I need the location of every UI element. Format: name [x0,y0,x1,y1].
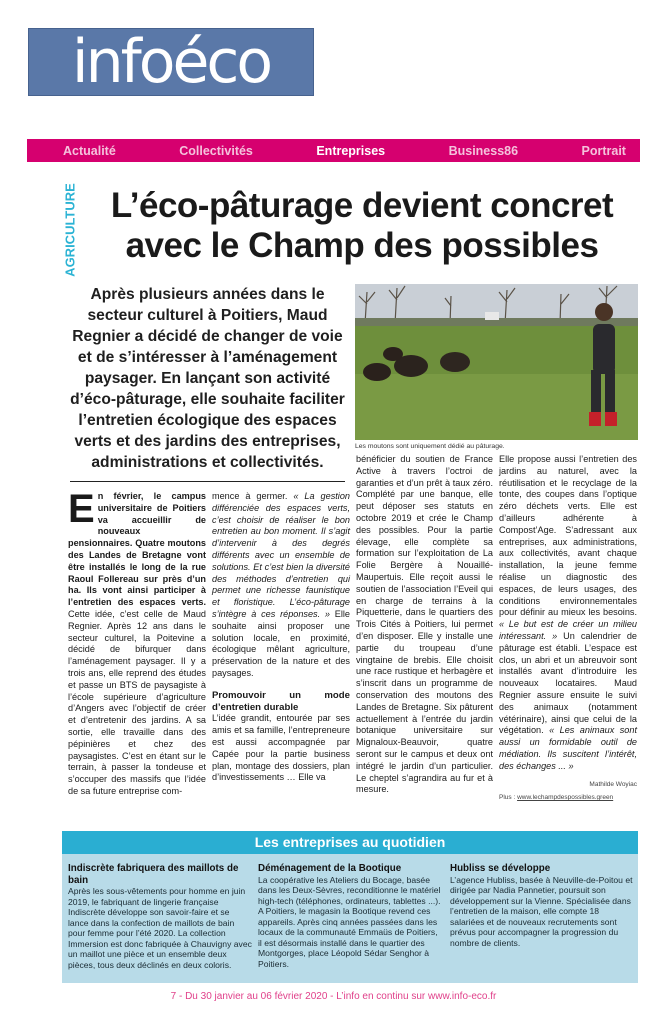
article-column-1 [68,487,206,798]
nav-item-business86[interactable]: Business86 [448,143,519,158]
sheep-field-illustration [355,284,638,440]
headline-line-2: avec le Champ des possibles [125,226,599,265]
article-quote-3: « Les animaux sont aussi un formidable outil de médiation. Ils suscitent l’intérêt, des échanges ... » [499,725,637,771]
article-body-2-after: Elle souhaite ainsi proposer une solution locale, en proximité, écologique mêlant agriculture, préservation de la nature et des paysages. [212,608,350,678]
article-column-3 [356,454,493,796]
article-lead: n février, le campus universitaire de Poitiers va accueillir de nouveaux pensionnaires. Quatre moutons des Landes de Bretagne vont être installés le long de la rue Raoul Follereau sur près d’un ha. Ils vont ainsi participer à l’entretien des espaces verts. [68,491,206,608]
brief-title: Hubliss se développe [450,863,551,874]
article-subhead: Promouvoir un mode d’entretien durable [212,689,350,713]
article-body-4b: Un calendrier de pâturage est établi. L’espace est clos, un abri et un abreuvoir sont installés avant d’introduire les nouveaux locataires. Maud Regnier assure ensuite le suivi des animaux (notamment vétérinaire), ainsi que celui de la végétation. [499,630,637,736]
brief-text: La coopérative les Ateliers du Bocage, basée dans les Deux-Sèvres, reconditionne le matériel high-tech (téléphones, ordinateurs, tablettes ...). A Poitiers, le magasin la Bootique revend ces appareils. Après cinq années passées dans les locaux de la communauté Emmaüs de Poitiers, il est désormais installé dans le quartier des Montgorges, place Léopold Sédar Senghor à Poitiers. [258,874,441,969]
news-briefs-title: Les entreprises au quotidien [62,831,638,854]
article-column-2 [212,491,350,784]
article-headline [82,186,642,266]
article-quote-2: « Le but est de créer un milieu intéressant. » [499,619,637,641]
article-body-2-end: L’idée grandit, entourée par ses amis et sa famille, l’entrepreneure est aussi accompagnée par Capée pour la partie business plan, montage des dossiers, plan d’investissements … Elle va [212,713,350,783]
article-body-4a: Elle propose aussi l’entretien des jardins au naturel, avec la réutilisation et le recyclage de la tonte, des coupes dans l’optique zéro déchets verts. Elle est d’ailleurs adhérente à Compost’Age. S’adressant aux entreprises, aux administrations, aux collectivités, avant chaque installation, la jeune femme réalise un diagnostic des espaces, de leurs usages, des conditions environnementales pour définir au mieux les besoins. [499,454,637,618]
rubrique-text: AGRICULTURE [62,183,78,277]
more-info-label: Plus : [499,794,518,802]
brief-title: Indiscrète fabriquera des maillots de bain [68,863,239,886]
article-body-3: bénéficier du soutien de France Active à travers l’octroi de garanties et d’un prêt à taux zéro. Complété par une banque, elle peut déposer ses statuts en octobre 2019 et crée le Champ des possibles. Pour la partie élevage, elle complète sa formation sur l’exploitation de La Folie Bergère à Nouaillé-Maupertuis. Elle reçoit aussi le soutien de l’association l’Eveil qui en charge de terrains à la Piquetterie, dans le quartiers des Trois Cités à Poitiers, lui permet d’en disposer. Elle y installe une partie du troupeau d’une vingtaine de brebis. Elle choisit une race rustique et herbagère et s’inscrit dans un programme de conservation des moutons des Landes de Bretagne. Six pâturent actuellement à l’entrée du jardin botanique universitaire sur Mignaloux-Beauvoir, quatre seront sur le campus et deux ont intégré le jardin d’un particulier. Le cheptel s’agrandira au fur et à mesure. [356,454,493,795]
photo-caption: Les moutons sont uniquement dédié au pâturage. [355,443,505,450]
article-column-4 [499,454,637,804]
infoeco-logo[interactable] [28,28,314,96]
brief-item [450,863,634,948]
section-nav [27,139,640,162]
article-quote-1: « La gestion différenciée des espaces verts, c’est choisir de réaliser le bon entretien au bon moment. Il s’agit d’intervenir à des degrés différents avec un ensemble de solutions. Et c’est bien la diversité des méthodes d’entretien qui permet une richesse faunistique et floristique. L’éco-pâturage s’intègre à ces réponses. » [212,491,350,619]
brief-text: Après les sous-vêtements pour homme en juin 2019, le fabriquant de lingerie française Indiscrète développe son savoir-faire et se lance dans la confection de maillots de bain pour femme pour l’été 2020. La collection Immersion est donc fabriquée à Chauvigny avec un maillot une pièce et un ensemble deux pièces, tous deux déclinés en deux coloris. [68,886,252,970]
page-footer: 7 - Du 30 janvier au 06 février 2020 - L’info en continu sur www.info-eco.fr [170,991,497,1002]
article-body-1: Cette idée, c’est celle de Maud Regnier. Après 12 ans dans le secteur culturel, la Poitevine a décidé de bifurquer dans l’aménagement paysager. Il y a trois ans, elle reprend des études et passe un BTS de paysagiste à l’école supérieure d’agriculture d’Angers avec l’objectif de créer et d’entretenir des jardins. A sa sortie, elle travaille dans des pépinières et chez des paysagistes. C’est en étant sur le terrain, à passer la tondeuse et s’occuper des massifs que l’idée de sa future entreprise com- [68,608,206,796]
brief-item [258,863,442,969]
intro-divider [70,481,345,482]
brief-item [68,863,252,970]
nav-item-portrait[interactable]: Portrait [581,143,626,158]
nav-item-collectivites[interactable]: Collectivités [179,143,253,158]
brief-title: Déménagement de la Bootique [258,863,402,874]
nav-item-actualite[interactable]: Actualité [63,143,116,158]
headline-line-1: L’éco-pâturage devient concret [110,186,614,225]
more-info [499,792,637,804]
nav-item-entreprises[interactable]: Entreprises [316,143,386,158]
article-intro: Après plusieurs années dans le secteur culturel à Poitiers, Maud Regnier a décidé de changer de voie et de s’intéresser à l’aménagement paysager. En lançant son activité d’éco-pâturage, elle souhaite faciliter l’entretien écologique des espaces verts et des jardins des entreprises, administrations et collectivités. [70,286,345,471]
news-briefs-box [62,831,638,983]
article-photo [355,284,638,440]
dropcap: E [68,487,95,531]
brief-text: L’agence Hubliss, basée à Neuville-de-Poitou et dirigée par Nadia Pannetier, poursuit son développement sur la Vienne. Spécialisée dans l’entretien de la maison, elle compte 18 salariées et de nouveaux recrutements sont prévus pour accompagner la progression du nombre de clients. [450,874,633,948]
logo-text: infoéco [71,27,271,97]
website-link[interactable]: www.lechampdespossibles.green [517,794,614,802]
rubrique-label [60,183,80,277]
article-body-2-start: mence à germer. [212,491,294,501]
author-signature: Mathilde Woyiac [589,780,637,788]
